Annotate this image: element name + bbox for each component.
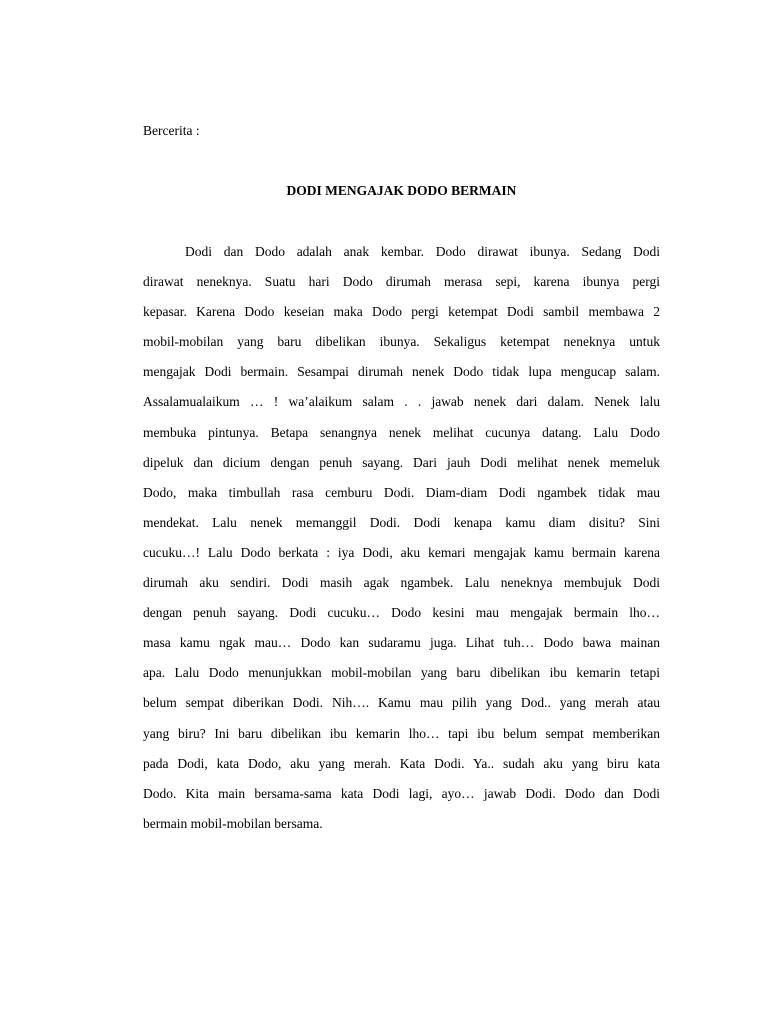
section-label: Bercerita : bbox=[143, 123, 200, 138]
paragraph-line: Assalamualaikum … ! wa’alaikum salam . . jawab nenek dari dalam. Nenek lalu bbox=[143, 394, 660, 410]
paragraph-line: bermain mobil-mobilan bersama. bbox=[143, 815, 323, 831]
paragraph-line: masa kamu ngak mau… Dodo kan sudaramu juga. Lihat tuh… Dodo bawa mainan bbox=[143, 635, 660, 651]
paragraph-line: mendekat. Lalu nenek memanggil Dodi. Dodi kenapa kamu diam disitu? Sini bbox=[143, 514, 660, 530]
paragraph-line: mobil-mobilan yang baru dibelikan ibunya. Sekaligus ketempat neneknya untuk bbox=[143, 334, 660, 350]
paragraph-line: membuka pintunya. Betapa senangnya nenek melihat cucunya datang. Lalu Dodo bbox=[143, 424, 660, 440]
paragraph-line: yang biru? Ini baru dibelikan ibu kemarin lho… tapi ibu belum sempat memberikan bbox=[143, 725, 660, 741]
paragraph-line: dipeluk dan dicium dengan penuh sayang. Dari jauh Dodi melihat nenek memeluk bbox=[143, 454, 660, 470]
paragraph-line: belum sempat diberikan Dodi. Nih…. Kamu mau pilih yang Dod.. yang merah atau bbox=[143, 695, 660, 711]
story-title: DODI MENGAJAK DODO BERMAIN bbox=[286, 183, 517, 198]
paragraph-line: Dodo. Kita main bersama-sama kata Dodi lagi, ayo… jawab Dodi. Dodo dan Dodi bbox=[143, 785, 660, 801]
paragraph-line: Dodi dan Dodo adalah anak kembar. Dodo dirawat ibunya. Sedang Dodi bbox=[185, 244, 660, 259]
paragraph-line: dirawat neneknya. Suatu hari Dodo dirumah merasa sepi, karena ibunya pergi bbox=[143, 274, 660, 290]
paragraph-line: kepasar. Karena Dodo keseian maka Dodo pergi ketempat Dodi sambil membawa 2 bbox=[143, 304, 660, 320]
paragraph-line: cucuku…! Lalu Dodo berkata : iya Dodi, aku kemari mengajak kamu bermain karena bbox=[143, 544, 660, 560]
paragraph-line: dirumah aku sendiri. Dodi masih agak ngambek. Lalu neneknya membujuk Dodi bbox=[143, 575, 660, 591]
paragraph-line: pada Dodi, kata Dodo, aku yang merah. Kata Dodi. Ya.. sudah aku yang biru kata bbox=[143, 755, 660, 771]
paragraph-line: mengajak Dodi bermain. Sesampai dirumah nenek Dodo tidak lupa mengucap salam. bbox=[143, 364, 660, 380]
paragraph-line: dengan penuh sayang. Dodi cucuku… Dodo kesini mau mengajak bermain lho… bbox=[143, 605, 660, 621]
paragraph-line: Dodo, maka timbullah rasa cemburu Dodi. Diam-diam Dodi ngambek tidak mau bbox=[143, 484, 660, 500]
paragraph-line: apa. Lalu Dodo menunjukkan mobil-mobilan yang baru dibelikan ibu kemarin tetapi bbox=[143, 665, 660, 681]
story-body bbox=[143, 241, 660, 843]
